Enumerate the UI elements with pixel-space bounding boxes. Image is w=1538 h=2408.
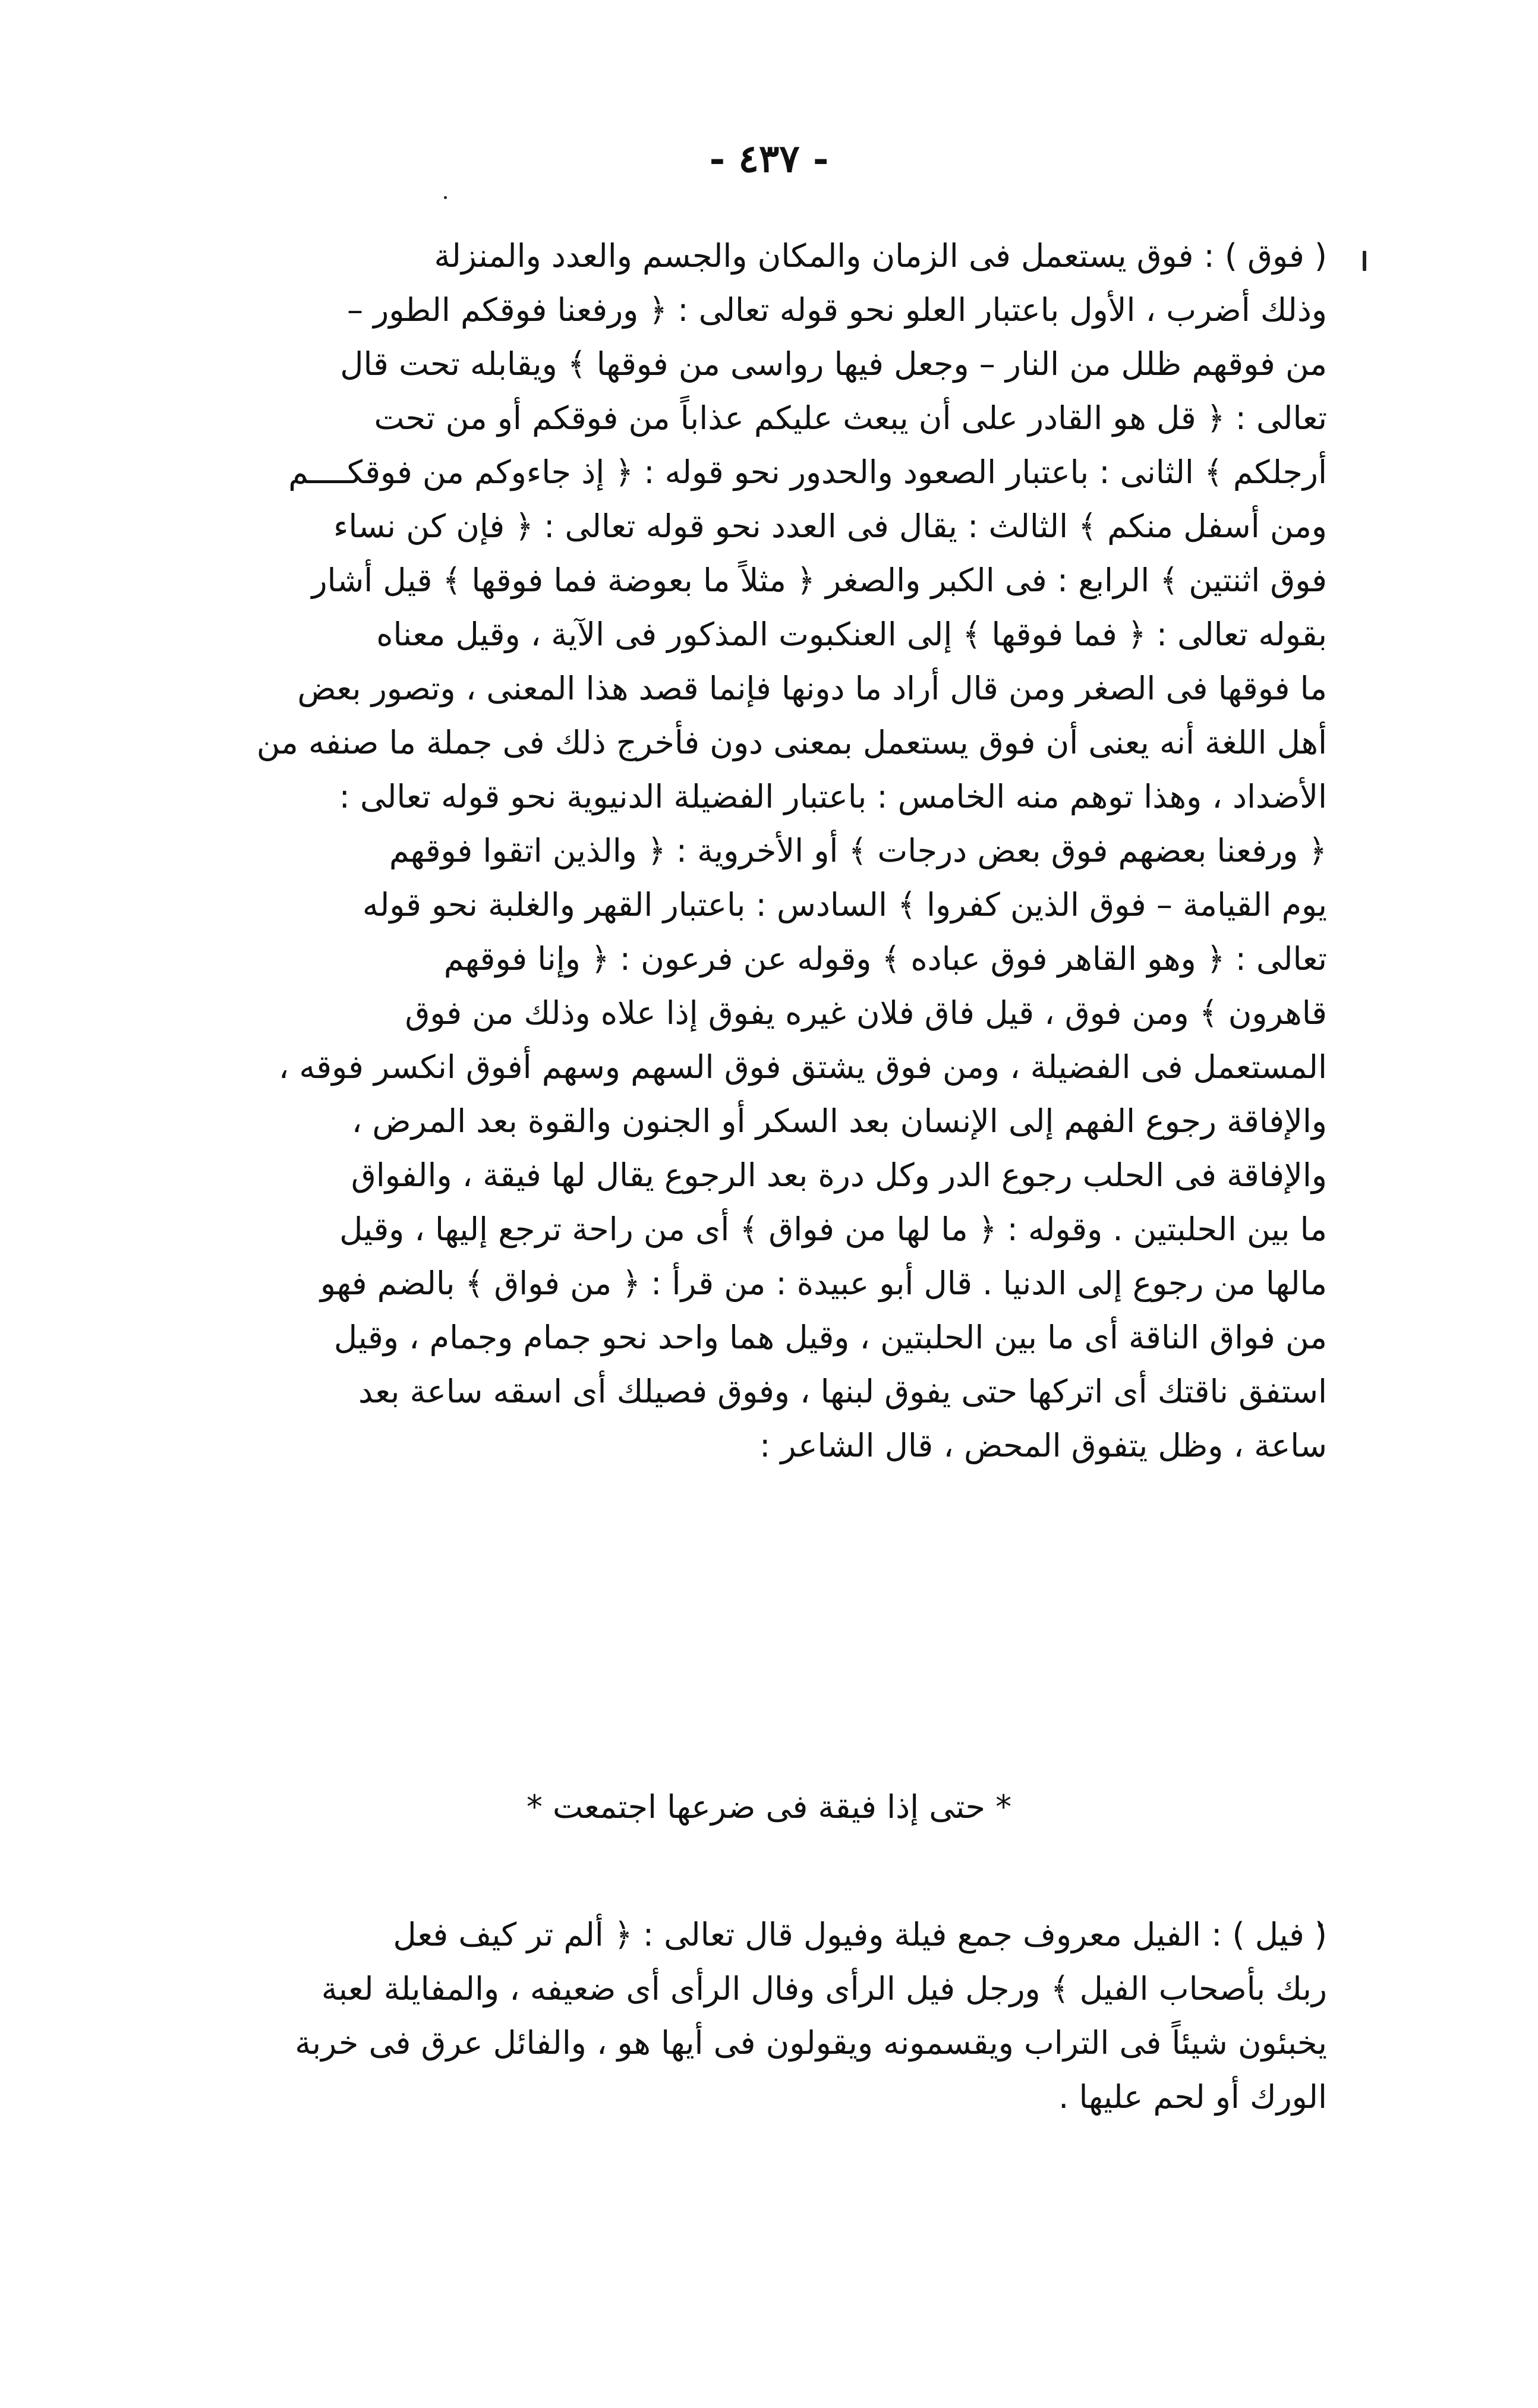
page-number: - ٤٣٧ - <box>709 137 829 181</box>
text-line: وذلك أضرب ، الأول باعتبار العلو نحو قوله تعالى : ﴿ ورفعنا فوقكم الطور – <box>346 291 1327 329</box>
scan-speck <box>444 196 447 199</box>
text-line: والإفاقة فى الحلب رجوع الدر وكل درة بعد الرجوع يقال لها فيقة ، والفواق <box>351 1156 1327 1194</box>
text-line: أهل اللغة أنه يعنى أن فوق يستعمل بمعنى دون فأخرج ذلك فى جملة ما صنفه من <box>256 724 1327 761</box>
text-line: يخبئون شيئاً فى التراب ويقسمونه ويقولون فى أيها هو ، والفائل عرق فى خربة <box>295 2024 1327 2062</box>
text-line: يوم القيامة – فوق الذين كفروا ﴾ السادس : باعتبار القهر والغلبة نحو قوله <box>362 886 1327 924</box>
text-line: ساعة ، وظل يتفوق المحض ، قال الشاعر : <box>759 1427 1327 1464</box>
text-line: من فواق الناقة أى ما بين الحلبتين ، وقيل هما واحد نحو جمام وجمام ، وقيل <box>333 1319 1327 1356</box>
text-line: والإفاقة رجوع الفهم إلى الإنسان بعد السكر أو الجنون والقوة بعد المرض ، <box>351 1102 1327 1140</box>
text-line: ( فيل ) : الفيل معروف جمع فيلة وفيول قال تعالى : ﴿ ألم تر كيف فعل <box>393 1916 1327 1953</box>
text-line: ما بين الحلبتين . وقوله : ﴿ ما لها من فواق ﴾ أى من راحة ترجع إليها ، وقيل <box>339 1211 1327 1248</box>
text-line: ومن أسفل منكم ﴾ الثالث : يقال فى العدد نحو قوله تعالى : ﴿ فإن كن نساء <box>333 508 1327 545</box>
text-line: أرجلكم ﴾ الثانى : باعتبار الصعود والحدور نحو قوله : ﴿ إذ جاءوكم من فوقكــــم <box>288 453 1327 491</box>
text-line: الورك أو لحم عليها . <box>1058 2078 1327 2116</box>
text-line: تعالى : ﴿ قل هو القادر على أن يبعث عليكم عذاباً من فوقكم أو من تحت <box>374 399 1327 437</box>
text-line: بقوله تعالى : ﴿ فما فوقها ﴾ إلى العنكبوت المذكور فى الآية ، وقيل معناه <box>376 616 1327 653</box>
text-line: فوق اثنتين ﴾ الرابع : فى الكبر والصغر ﴿ مثلاً ما بعوضة فما فوقها ﴾ قيل أشار <box>311 562 1327 599</box>
text-line: استفق ناقتك أى اتركها حتى يفوق لبنها ، وفوق فصيلك أى اسقه ساعة بعد <box>358 1373 1327 1410</box>
text-line: ﴿ ورفعنا بعضهم فوق بعض درجات ﴾ أو الأخروية : ﴿ والذين اتقوا فوقهم <box>389 832 1327 869</box>
entry-fawq <box>210 229 1327 1473</box>
text-line: ( فوق ) : فوق يستعمل فى الزمان والمكان والجسم والعدد والمنزلة <box>434 237 1327 275</box>
text-line: مالها من رجوع إلى الدنيا . قال أبو عبيدة : من قرأ : ﴿ من فواق ﴾ بالضم فهو <box>320 1265 1327 1302</box>
poetry-verse: * حتى إذا فيقة فى ضرعها اجتمعت * <box>526 1788 1012 1826</box>
text-line: ما فوقها فى الصغر ومن قال أراد ما دونها فإنما قصد هذا المعنى ، وتصور بعض <box>297 670 1327 707</box>
text-line: قاهرون ﴾ ومن فوق ، قيل فاق فلان غيره يفوق إذا علاه وذلك من فوق <box>405 994 1327 1032</box>
entry-fil <box>210 1908 1327 2124</box>
text-line: الأضداد ، وهذا توهم منه الخامس : باعتبار الفضيلة الدنيوية نحو قوله تعالى : <box>339 778 1327 815</box>
margin-mark <box>1363 251 1366 271</box>
text-line: تعالى : ﴿ وهو القاهر فوق عباده ﴾ وقوله عن فرعون : ﴿ وإنا فوقهم <box>443 940 1327 978</box>
text-line: من فوقهم ظلل من النار – وجعل فيها رواسى من فوقها ﴾ ويقابله تحت قال <box>340 345 1327 383</box>
text-line: ربك بأصحاب الفيل ﴾ ورجل فيل الرأى وفال الرأى أى ضعيفه ، والمفايلة لعبة <box>321 1970 1327 2007</box>
text-line: المستعمل فى الفضيلة ، ومن فوق يشتق فوق السهم وسهم أفوق انكسر فوقه ، <box>278 1048 1327 1086</box>
